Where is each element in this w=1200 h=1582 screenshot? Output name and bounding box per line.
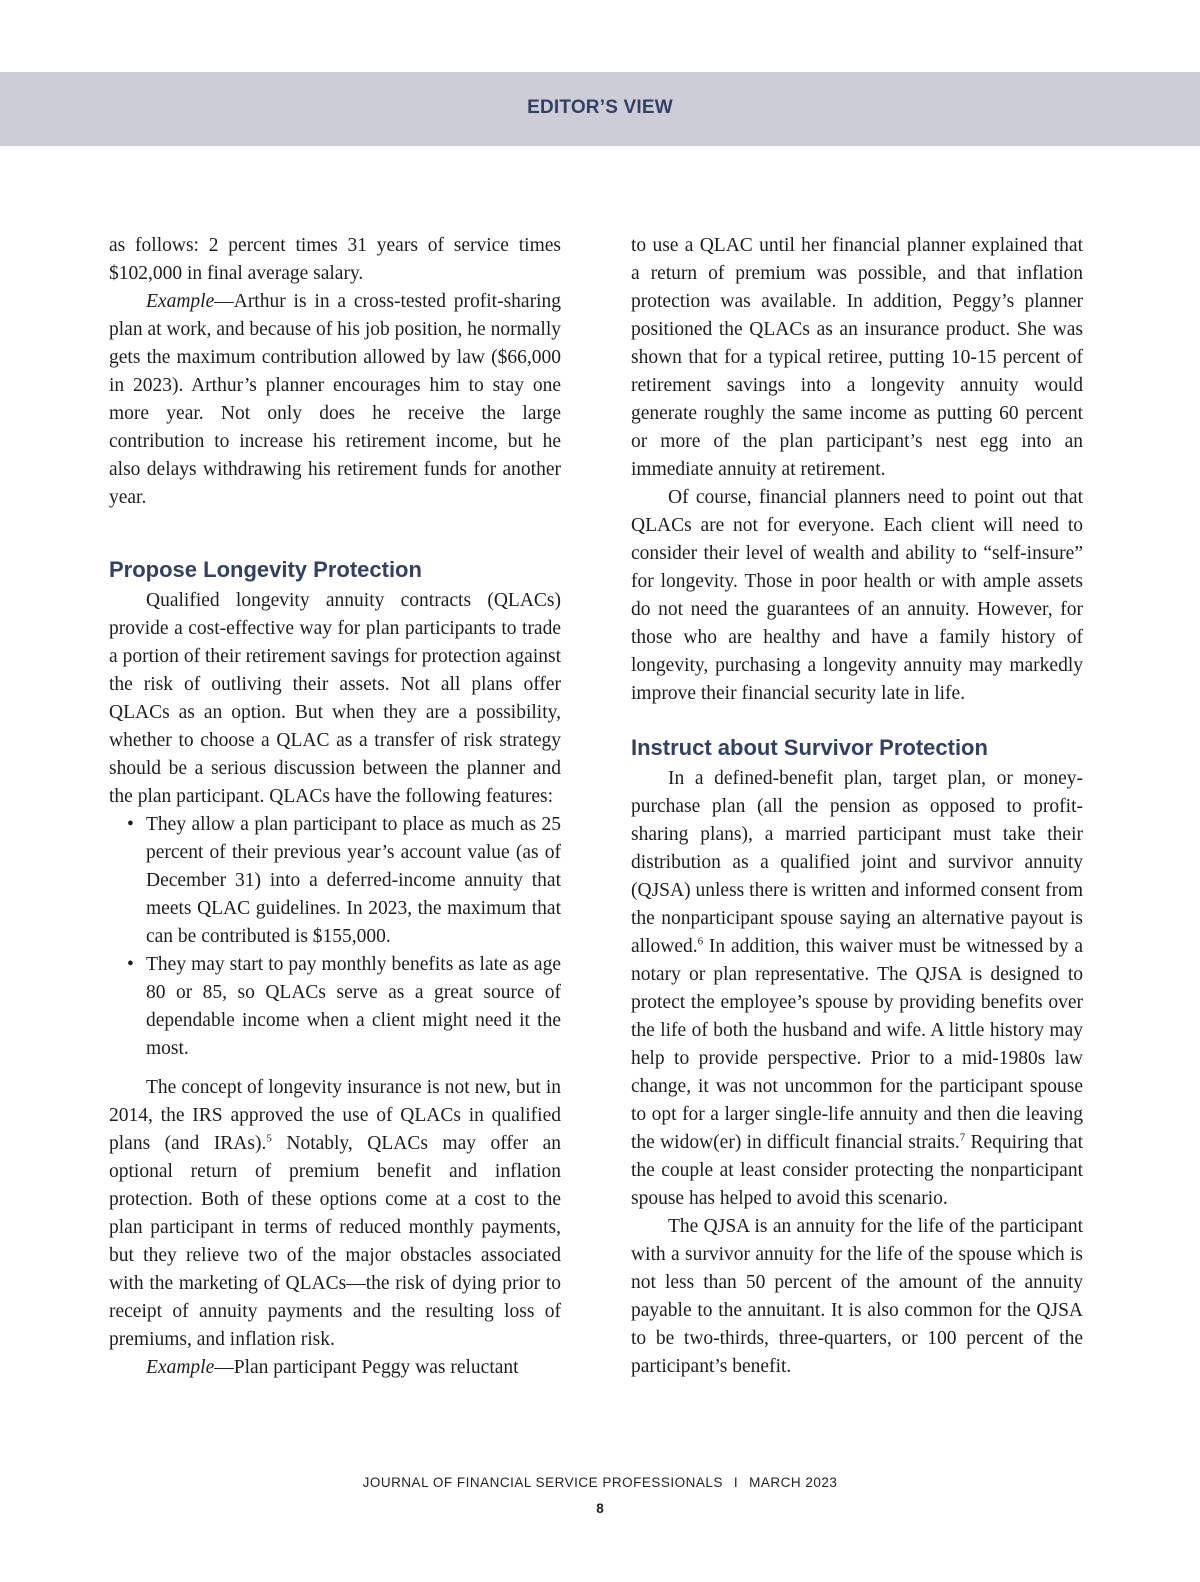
subheading-survivor: Instruct about Survivor Protection	[631, 735, 988, 760]
paragraph	[631, 765, 1083, 1213]
example-paragraph	[109, 1354, 561, 1382]
subheading-longevity: Propose Longevity Protection	[109, 557, 422, 582]
list-item	[109, 951, 561, 1063]
right-column	[631, 232, 1083, 1381]
example-paragraph	[109, 288, 561, 512]
footer-separator: I	[733, 1475, 739, 1490]
issue-date: MARCH 2023	[749, 1475, 838, 1490]
paragraph	[109, 1074, 561, 1354]
journal-name: JOURNAL OF FINANCIAL SERVICE PROFESSIONALS	[362, 1475, 723, 1490]
paragraph: Qualified longevity annuity contracts (QLACs) provide a cost-effective way for plan participants to trade a portion of their retirement savings for protection against the risk of outliving their assets. Not all plans offer QLACs as an option. But when they are a possibility, whether to choose a QLAC as a transfer of risk strategy should be a serious discussion between the planner and the plan participant. QLACs have the following features:	[109, 590, 561, 807]
footnote-ref: 5	[266, 1132, 272, 1145]
paragraph-text: Notably, QLACs may offer an optional return of premium benefit and inflation protection. Both of these options come at a cost to the plan participant in terms of reduced monthly payments, but they relieve two of the major obstacles associated with the marketing of QLACs—the risk of dying prior to receipt of annuity payments and the resulting loss of premiums, and inflation risk.	[109, 1133, 561, 1350]
bullet-icon: •	[127, 954, 134, 975]
paragraph: Of course, financial planners need to point out that QLACs are not for everyone. Each client will need to consider their level of wealth and ability to “self-insure” for longevity. Those in poor health or with ample assets do not need the guarantees of an annuity. However, for those who are healthy and have a family history of longevity, purchasing a longevity annuity may markedly improve their financial security late in life.	[631, 487, 1083, 704]
paragraph-text: The concept of longevity insurance is not new, but in 2014, the IRS approved the use of QLACs in qualified plans (and IRAs).	[109, 1077, 561, 1154]
paragraph-text: In addition, this waiver must be witnessed by a notary or plan representative. The QJSA is designed to protect the employee’s spouse by providing benefits over the life of both the husband and wife. A little history may help to provide perspective. Prior to a mid-1980s law change, it was not uncommon for the participant spouse to opt for a larger single-life annuity and then die leaving the widow(er) in difficult financial straits.	[631, 936, 1083, 1153]
bullet-icon: •	[127, 814, 134, 835]
example-text: —Plan participant Peggy was reluctant	[214, 1357, 519, 1378]
list-item-text: They may start to pay monthly benefits as late as age 80 or 85, so QLACs serve as a great source of dependable income when a client might need it the most.	[146, 954, 561, 1059]
paragraph: The QJSA is an annuity for the life of the participant with a survivor annuity for the life of the spouse which is not less than 50 percent of the amount of the annuity payable to the annuitant. It is also common for the QJSA to be two-thirds, three-quarters, or 100 percent of the participant’s benefit.	[631, 1216, 1083, 1377]
page-number: 8	[596, 1501, 604, 1516]
paragraph: to use a QLAC until her financial planner explained that a return of premium was possible, and that inflation protection was available. In addition, Peggy’s planner positioned the QLACs as an insurance product. She was shown that for a typical retiree, putting 10-15 percent of retirement savings into a longevity annuity would generate roughly the same income as putting 60 percent or more of the plan participant’s nest egg into an immediate annuity at retirement.	[631, 235, 1083, 480]
footnote-ref: 6	[697, 935, 704, 948]
page-footer	[0, 1475, 1200, 1490]
section-title: EDITOR’S VIEW	[527, 97, 673, 118]
example-label: Example	[146, 291, 215, 312]
list-item	[109, 811, 561, 951]
paragraph: as follows: 2 percent times 31 years of service times $102,000 in final average salary.	[109, 235, 561, 284]
feature-list	[109, 811, 561, 1063]
left-column	[109, 232, 561, 1382]
list-item-text: They allow a plan participant to place as much as 25 percent of their previous year’s account value (as of December 31) into a deferred-income annuity that meets QLAC guidelines. In 2023, the maximum that can be contributed is $155,000.	[146, 814, 561, 947]
example-text: —Arthur is in a cross-tested profit-sharing plan at work, and because of his job position, he normally gets the maximum contribution allowed by law ($66,000 in 2023). Arthur’s planner encourages him to stay one more year. Not only does he receive the large contribution to increase his retirement income, but he also delays withdrawing his retirement funds for another year.	[109, 291, 561, 508]
example-label: Example	[146, 1357, 215, 1378]
footnote-ref: 7	[959, 1131, 966, 1144]
paragraph-text: Requiring that the couple at least consider protecting the nonparticipant spouse has helped to avoid this scenario.	[631, 1132, 1083, 1209]
paragraph-text: In a defined-benefit plan, target plan, or money-purchase plan (all the pension as opposed to profit-sharing plans), a married participant must take their distribution as a qualified joint and survivor annuity (QJSA) unless there is written and informed consent from the nonparticipant spouse saying an alternative payout is allowed.	[631, 768, 1083, 957]
